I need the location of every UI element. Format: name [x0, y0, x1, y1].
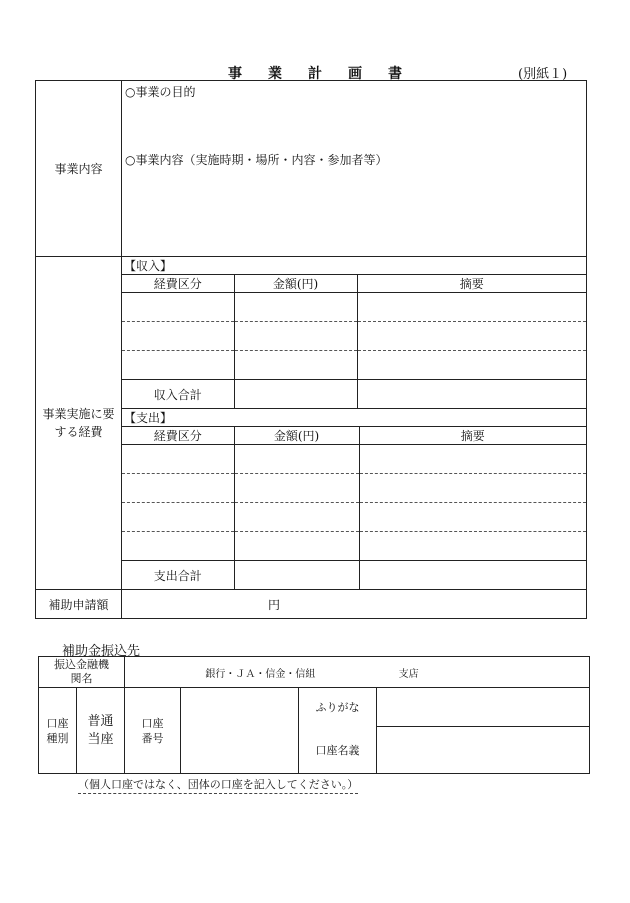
- institution-value-cell[interactable]: [125, 657, 590, 688]
- income-cell[interactable]: [234, 351, 357, 380]
- income-cell[interactable]: [122, 293, 234, 322]
- subsidy-unit: 円: [267, 597, 280, 612]
- keihi-label: [36, 257, 122, 590]
- income-cell[interactable]: [357, 322, 586, 351]
- expense-cell[interactable]: [122, 445, 234, 474]
- expense-total-summary[interactable]: [359, 561, 586, 590]
- expense-cell[interactable]: [234, 503, 359, 532]
- institution-label-text: 振込金融機関名: [54, 658, 109, 685]
- holder-label: 口座名義: [299, 727, 377, 774]
- income-total-label: 収入合計: [122, 380, 234, 409]
- income-total-summary[interactable]: [357, 380, 586, 409]
- attachment-label: (別紙１): [518, 67, 568, 82]
- expense-cell[interactable]: [234, 445, 359, 474]
- keihi-row: [36, 257, 587, 590]
- expense-section-label: 【支出】: [122, 409, 586, 427]
- plan-table: [35, 80, 587, 619]
- content-heading: ○事業内容（実施時期・場所・内容・参加者等）: [125, 153, 388, 167]
- income-row: [122, 322, 586, 351]
- expense-total-amount[interactable]: [234, 561, 359, 590]
- furigana-input[interactable]: [377, 688, 590, 727]
- jigyo-label: 事業内容: [36, 81, 122, 257]
- expense-cell[interactable]: [234, 532, 359, 561]
- account-number-input[interactable]: [181, 688, 299, 774]
- income-row: [122, 293, 586, 322]
- income-cell[interactable]: [122, 322, 234, 351]
- account-row-top: [39, 688, 590, 727]
- expense-cell[interactable]: [234, 474, 359, 503]
- income-total-row: [122, 380, 586, 409]
- subsidy-label: 補助申請額: [36, 590, 122, 619]
- expense-cell[interactable]: [359, 474, 586, 503]
- expense-row: [122, 503, 586, 532]
- income-col-category: 経費区分: [122, 275, 234, 293]
- account-type-value-text: 普通当座: [87, 713, 114, 747]
- account-type-label-text: 口座種別: [46, 716, 69, 745]
- account-number-label-text: 口座番号: [141, 716, 164, 745]
- account-type-label: [39, 688, 77, 774]
- account-type-value[interactable]: [77, 688, 125, 774]
- expense-col-category: 経費区分: [122, 427, 234, 445]
- keihi-label-text: 事業実施に要する経費: [42, 407, 115, 439]
- income-cell[interactable]: [357, 351, 586, 380]
- income-col-amount: 金額(円): [234, 275, 357, 293]
- expense-col-summary: 摘要: [359, 427, 586, 445]
- furigana-label: ふりがな: [299, 688, 377, 727]
- income-row: [122, 351, 586, 380]
- bank-section-title: 補助金振込先: [62, 644, 141, 659]
- expense-cell[interactable]: [359, 445, 586, 474]
- income-cell[interactable]: [234, 293, 357, 322]
- institution-label: [39, 657, 125, 688]
- expense-cell[interactable]: [359, 503, 586, 532]
- expense-cell[interactable]: [122, 532, 234, 561]
- jigyo-row: [36, 81, 587, 257]
- expense-cell[interactable]: [122, 474, 234, 503]
- income-total-amount[interactable]: [234, 380, 357, 409]
- expense-table: [122, 409, 586, 589]
- institution-row: [39, 657, 590, 688]
- subsidy-row: [36, 590, 587, 619]
- expense-total-label: 支出合計: [153, 568, 202, 583]
- expense-row: [122, 474, 586, 503]
- income-cell[interactable]: [234, 322, 357, 351]
- bank-note: （個人口座ではなく、団体の口座を記入してください。）: [78, 776, 358, 794]
- expense-row: [122, 532, 586, 561]
- page-title: 事業計画書: [228, 66, 428, 82]
- expense-total-row: [122, 561, 586, 590]
- income-section-label: 【収入】: [122, 257, 586, 275]
- holder-input[interactable]: [377, 727, 590, 774]
- institution-types: 銀行・ＪＡ・信金・信組: [205, 668, 316, 680]
- bank-table: [38, 656, 590, 774]
- jigyo-content-cell[interactable]: [122, 81, 587, 257]
- expense-row: [122, 445, 586, 474]
- expense-cell[interactable]: [122, 503, 234, 532]
- income-col-summary: 摘要: [357, 275, 586, 293]
- income-table: [122, 257, 586, 409]
- subsidy-amount-cell[interactable]: [122, 590, 587, 619]
- expense-col-amount: 金額(円): [234, 427, 359, 445]
- account-number-label: [125, 688, 181, 774]
- income-cell[interactable]: [357, 293, 586, 322]
- purpose-heading: ○事業の目的: [125, 85, 196, 99]
- branch-label: 支店: [398, 668, 419, 680]
- income-cell[interactable]: [122, 351, 234, 380]
- expense-cell[interactable]: [359, 532, 586, 561]
